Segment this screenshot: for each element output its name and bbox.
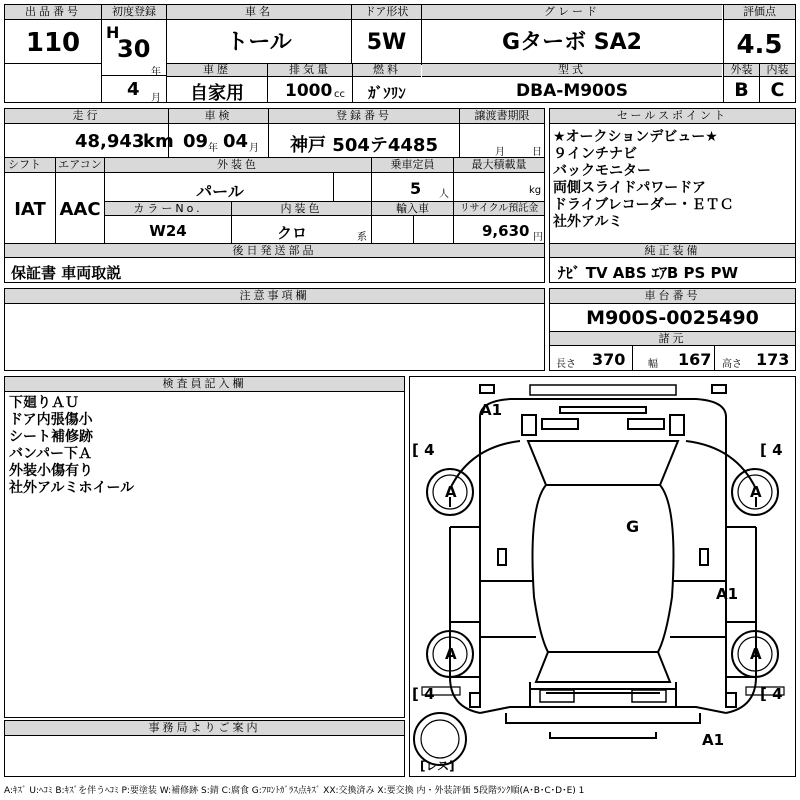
transfer-label: 譲渡書期限 xyxy=(460,109,544,124)
color-number: W24 xyxy=(149,222,187,240)
chassis-label: 車台番号 xyxy=(550,289,795,304)
ac-value: AAC xyxy=(59,199,101,220)
specs-label: 諸元 xyxy=(550,332,795,346)
inspection-month-unit: 月 xyxy=(249,143,259,154)
inspection-year-unit: 年 xyxy=(208,143,218,154)
lot-label: 出品番号 xyxy=(5,5,101,20)
office-label: 事務局よりご案内 xyxy=(5,721,404,736)
plate-label: 登録番号 xyxy=(269,109,459,124)
width-label: 幅 xyxy=(648,359,658,370)
car-name: トール xyxy=(226,30,292,55)
office-block xyxy=(4,720,405,777)
rating-label: 評価点 xyxy=(724,5,795,20)
windshield-mark: G xyxy=(626,517,640,536)
inspector-label: 検査員記入欄 xyxy=(5,377,404,392)
later-parts: 保証書 車両取説 xyxy=(11,264,122,282)
sales-point: ９インチナビ xyxy=(553,146,637,162)
ext-color-label: 外装色 xyxy=(105,158,371,173)
max-load-label: 最大積載量 xyxy=(454,158,544,173)
transfer-day-unit: 日 xyxy=(532,147,542,158)
first-reg-label: 初度登録 xyxy=(102,5,166,20)
color-no-label: カラーNo. xyxy=(105,202,231,216)
height-label: 高さ xyxy=(722,359,742,370)
capacity: 5 xyxy=(410,179,422,198)
inspection-label: 車検 xyxy=(169,109,268,124)
int-color-unit: 系 xyxy=(357,232,367,243)
height: 173 xyxy=(756,350,790,369)
equipment-label: 純正装備 xyxy=(550,244,795,258)
inspector-notes xyxy=(9,395,134,497)
tread-rl: [ 4 xyxy=(412,685,435,703)
history-label: 車歴 xyxy=(167,64,267,77)
inspection-month: 04 xyxy=(223,131,249,152)
rating: 4.5 xyxy=(736,30,783,60)
sales-point: 社外アルミ xyxy=(553,214,623,230)
rear-damage-mark: A1 xyxy=(702,731,725,749)
tread-rr: [ 4 xyxy=(760,685,783,703)
displacement-unit: cc xyxy=(334,89,345,100)
sales-point: バックモニター xyxy=(553,163,651,179)
grade-label: グレード xyxy=(422,5,722,20)
year-unit: 年 xyxy=(151,67,161,78)
header-block xyxy=(4,4,796,103)
grade: Gターボ SA2 xyxy=(502,30,642,55)
car-name-label: 車名 xyxy=(167,5,351,20)
first-reg-month: 4 xyxy=(127,79,140,100)
plate-number: 神戸 504テ4485 xyxy=(290,135,438,156)
width: 167 xyxy=(678,350,712,369)
car-history: 自家用 xyxy=(190,83,244,104)
notes-block xyxy=(4,288,545,371)
exterior-grade: B xyxy=(734,79,749,101)
model-label: 型式 xyxy=(422,64,722,77)
car-outline-diagram xyxy=(410,377,795,776)
length: 370 xyxy=(592,350,626,369)
tire-rl-mark: A xyxy=(445,645,457,663)
tire-rr-mark: A xyxy=(750,645,762,663)
capacity-label: 乗車定員 xyxy=(372,158,453,173)
exterior-label: 外装 xyxy=(724,64,759,77)
fuel: ｶﾞｿﾘﾝ xyxy=(368,84,406,102)
inspector-block xyxy=(4,376,405,718)
recycle-unit: 円 xyxy=(533,232,543,243)
spare-tire-mark: [レス] xyxy=(420,759,455,773)
int-color-label: 内装色 xyxy=(232,202,371,216)
sales-point: ★オークションデビュー★ xyxy=(553,129,718,145)
inspector-note: バンパー下Ａ xyxy=(9,446,93,462)
tire-fr-mark: A xyxy=(750,483,762,501)
inspector-note: シート補修跡 xyxy=(9,429,93,445)
inspector-note: 社外アルミホイール xyxy=(9,480,135,496)
mileage-label: 走行 xyxy=(5,109,168,124)
int-color: クロ xyxy=(276,224,307,242)
legend: A:ｷｽﾞ U:ﾍｺﾐ B:ｷｽﾞを伴うﾍｺﾐ P:要塗装 W:補修跡 S:錆 C:腐食 G:ﾌﾛﾝﾄｶﾞﾗｽ点ｷｽﾞ XX:交換済み X:要交換 内・外装評価 5段階ﾗﾝｸ順(A･B･C･D･E) 1 xyxy=(4,786,585,796)
displacement-label: 排気量 xyxy=(268,64,352,77)
sales-point: ドライブレコーダー・ＥＴＣ xyxy=(553,197,734,213)
ext-color: パール xyxy=(196,182,244,201)
transfer-month-unit: 月 xyxy=(495,147,505,158)
recycle-deposit: 9,630 xyxy=(482,222,530,240)
damage-diagram xyxy=(409,376,796,777)
door-type: 5W xyxy=(366,30,407,55)
right-side-mark: A1 xyxy=(716,585,739,603)
sales-points-block xyxy=(549,108,796,283)
door-label: ドア形状 xyxy=(352,5,421,20)
sales-point: 両側スライドパワードア xyxy=(553,180,706,196)
sales-points-list xyxy=(553,129,734,231)
chassis-block xyxy=(549,288,796,371)
front-damage-mark: A1 xyxy=(480,401,503,419)
sales-points-label: セールスポイント xyxy=(550,109,795,124)
era-letter: H xyxy=(106,23,120,42)
max-load-unit: kg xyxy=(529,185,542,196)
interior-grade: C xyxy=(770,79,785,101)
inspector-note: 下廻りＡＵ xyxy=(9,395,79,411)
shift-label: シフト xyxy=(5,158,55,173)
notes-label: 注意事項欄 xyxy=(5,289,544,304)
tire-fl-mark: A xyxy=(445,483,457,501)
inspector-note: ドア内張傷小 xyxy=(9,412,93,428)
lot-number: 110 xyxy=(25,28,81,58)
fuel-label: 燃料 xyxy=(353,64,421,77)
tread-fl: [ 4 xyxy=(412,441,435,459)
recycle-label: リサイクル預託金 xyxy=(454,202,544,216)
equipment: ﾅﾋﾞ TV ABS ｴｱB PS PW xyxy=(558,264,739,282)
shift-value: IAT xyxy=(14,199,46,220)
month-unit: 月 xyxy=(151,93,161,104)
inspection-year: 09 xyxy=(183,131,209,152)
mileage-unit: km xyxy=(143,131,174,152)
inspector-note: 外装小傷有り xyxy=(9,463,93,479)
ac-label: エアコン xyxy=(56,158,104,173)
model-code: DBA-M900S xyxy=(516,81,628,101)
tread-fr: [ 4 xyxy=(760,441,783,459)
chassis-number: M900S-0025490 xyxy=(586,307,759,329)
first-reg-year: 30 xyxy=(117,35,151,63)
import-label: 輸入車 xyxy=(372,202,453,216)
vehicle-detail-block xyxy=(4,108,545,283)
capacity-unit: 人 xyxy=(439,189,449,200)
later-parts-label: 後日発送部品 xyxy=(5,244,544,258)
interior-label: 内装 xyxy=(760,64,795,77)
mileage: 48,943 xyxy=(75,131,145,152)
displacement: 1000 xyxy=(285,81,333,101)
length-label: 長さ xyxy=(556,359,576,370)
